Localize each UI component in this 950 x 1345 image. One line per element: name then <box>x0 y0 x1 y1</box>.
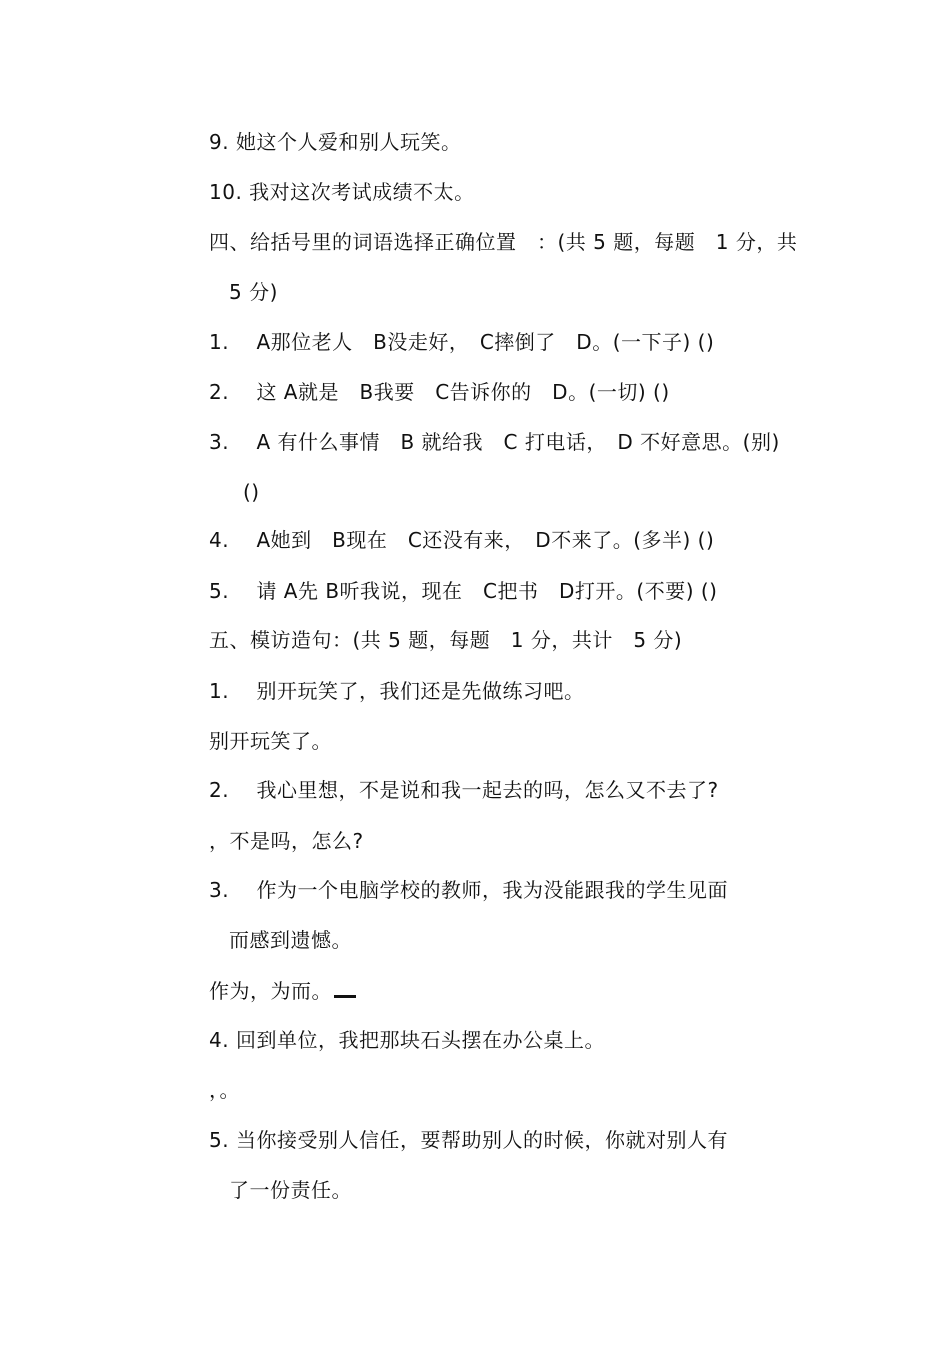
answer-blank <box>334 977 356 998</box>
s5-item-4-answer: ，。 <box>209 1078 240 1102</box>
s5-item-4: 4. 回到单位，我把那块石头摆在办公桌上。 <box>209 1028 605 1052</box>
section-4-heading: 四、给括号里的词语选择正确位置 ：(共 5 题，每题 1 分，共 <box>209 230 798 254</box>
s4-item-3-cont: () <box>243 480 260 504</box>
s4-item-3: 3. A 有什么事情 B 就给我 C 打电话， D 不好意思。(别) <box>209 430 780 454</box>
question-10: 10. 我对这次考试成绩不太。 <box>209 180 475 204</box>
s4-item-2: 2. 这 A就是 B我要 C告诉你的 D。(一切) () <box>209 380 670 404</box>
section-5-heading: 五、模访造句：(共 5 题，每题 1 分，共计 5 分) <box>209 628 683 652</box>
question-9: 9. 她这个人爱和别人玩笑。 <box>209 130 462 154</box>
s5-item-3: 3. 作为一个电脑学校的教师，我为没能跟我的学生见面 <box>209 878 728 902</box>
s4-item-1: 1. A那位老人 B没走好， C摔倒了 D。(一下子) () <box>209 330 715 354</box>
s5-item-1: 1. 别开玩笑了，我们还是先做练习吧。 <box>209 679 585 703</box>
s4-item-5: 5. 请 A先 B听我说，现在 C把书 D打开。(不要) () <box>209 579 718 603</box>
s5-item-3-answer: 作为，为而。 <box>209 979 332 1003</box>
section-4-heading-cont: 5 分) <box>229 280 278 304</box>
s5-item-1-answer: 别开玩笑了。 <box>209 729 332 753</box>
s5-item-3-answer-row <box>209 977 356 1004</box>
s5-item-3-cont: 而感到遗憾。 <box>229 928 352 952</box>
s5-item-2: 2. 我心里想，不是说和我一起去的吗，怎么又不去了? <box>209 778 719 802</box>
s5-item-2-answer: ，不是吗，怎么? <box>209 829 364 853</box>
s5-item-5-cont: 了一份责任。 <box>229 1178 352 1202</box>
s4-item-4: 4. A她到 B现在 C还没有来， D不来了。(多半) () <box>209 528 715 552</box>
s5-item-5: 5. 当你接受别人信任，要帮助别人的时候，你就对别人有 <box>209 1128 728 1152</box>
